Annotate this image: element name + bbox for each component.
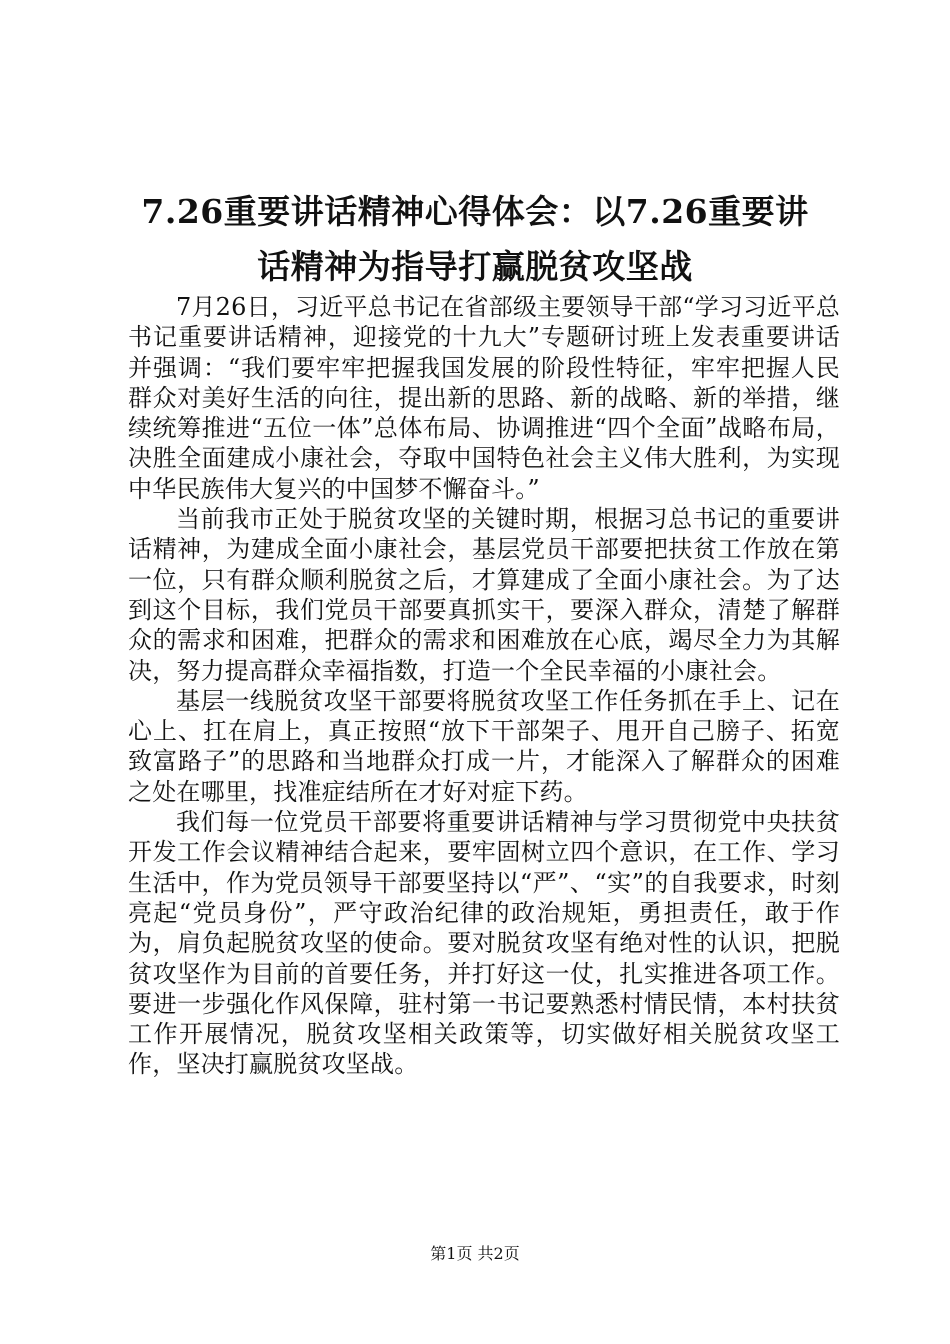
page-footer: 第1页 共2页 — [430, 1244, 520, 1263]
document-title — [100, 184, 850, 294]
title-line-2: 话精神为指导打赢脱贫攻坚战 — [257, 247, 693, 286]
paragraph-4: 我们每一位党员干部要将重要讲话精神与学习贯彻党中央扶贫开发工作会议精神结合起来，要牢固树立四个意识，在工作、学习生活中，作为党员领导干部要坚持以“严”、“实”的自我要求，时刻亮起“党员身份”，严守政治纪律的政治规矩，勇担责任，敢于作为，肩负起脱贫攻坚的使命。要对脱贫攻坚有绝对性的认识，把脱贫攻坚作为目前的首要任务，并打好这一仗，扎实推进各项工作。要进一步强化作风保障，驻村第一书记要熟悉村情民情，本村扶贫工作开展情况，脱贫攻坚相关政策等，切实做好相关脱贫攻坚工作，坚决打赢脱贫攻坚战。 — [128, 808, 840, 1079]
title-line-1: 7.26重要讲话精神心得体会：以7.26重要讲 — [141, 192, 809, 231]
document-body — [128, 292, 840, 1080]
paragraph-1: 7月26日，习近平总书记在省部级主要领导干部“学习习近平总书记重要讲话精神，迎接党的十九大”专题研讨班上发表重要讲话并强调：“我们要牢牢把握我国发展的阶段性特征，牢牢把握人民群众对美好生活的向往，提出新的思路、新的战略、新的举措，继续统筹推进“五位一体”总体布局、协调推进“四个全面”战略布局，决胜全面建成小康社会，夺取中国特色社会主义伟大胜利，为实现中华民族伟大复兴的中国梦不懈奋斗。” — [128, 293, 840, 503]
paragraph-2: 当前我市正处于脱贫攻坚的关键时期，根据习总书记的重要讲话精神，为建成全面小康社会，基层党员干部要把扶贫工作放在第一位，只有群众顺利脱贫之后，才算建成了全面小康社会。为了达到这个目标，我们党员干部要真抓实干，要深入群众，清楚了解群众的需求和困难，把群众的需求和困难放在心底，竭尽全力为其解决，努力提高群众幸福指数，打造一个全民幸福的小康社会。 — [128, 505, 840, 685]
paragraph-3: 基层一线脱贫攻坚干部要将脱贫攻坚工作任务抓在手上、记在心上、扛在肩上，真正按照“放下干部架子、甩开自己膀子、拓宽致富路子”的思路和当地群众打成一片，才能深入了解群众的困难之处在哪里，找准症结所在才好对症下药。 — [128, 686, 840, 806]
